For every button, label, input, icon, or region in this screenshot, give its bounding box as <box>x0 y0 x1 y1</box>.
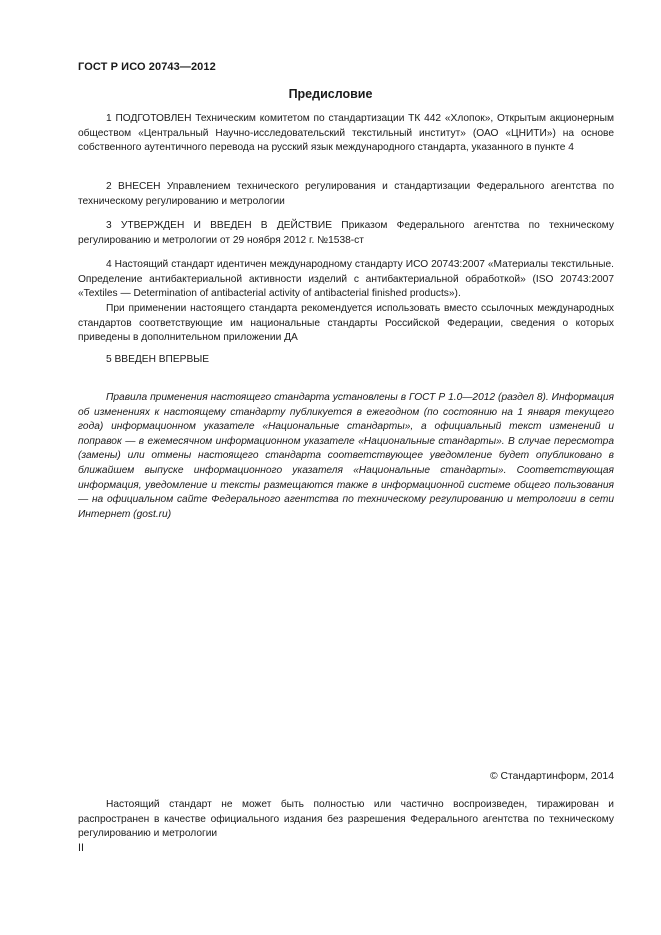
foreword-item-4-note <box>78 302 614 346</box>
reproduction-notice-text: Настоящий стандарт не может быть полностью или частично воспроизведен, тиражирован и распространен в качестве официального издания без разрешения Федерального агентства по техническому регулированию и метрологии <box>78 799 614 840</box>
reproduction-notice <box>78 798 614 842</box>
foreword-item-1-text: 1 ПОДГОТОВЛЕН Техническим комитетом по стандартизации ТК 442 «Хлопок», Открытым акционерным обществом «Центральный Научно-исследовательский текстильный институт» (ОАО «ЦНИТИ») на основе собственного аутентичного перевода на русский язык международного стандарта, указанного в пункте 4 <box>78 113 614 154</box>
foreword-item-5 <box>78 353 614 368</box>
foreword-item-3 <box>78 219 614 248</box>
foreword-item-4-text: 4 Настоящий стандарт идентичен международному стандарту ИСО 20743:2007 «Материалы текстильные. Определение антибактериальной активности изделий с антибактериальной обработкой» (ISO 20743:2007 «Textiles — Determination of antibacterial activity of antibacterial finished products»). <box>78 259 614 300</box>
page-number: II <box>78 842 84 854</box>
foreword-item-5-text: 5 ВВЕДЕН ВПЕРВЫЕ <box>106 354 210 365</box>
document-code: ГОСТ Р ИСО 20743—2012 <box>78 61 216 73</box>
rules-note <box>78 391 614 522</box>
foreword-item-3-text: 3 УТВЕРЖДЕН И ВВЕДЕН В ДЕЙСТВИЕ Приказом Федерального агентства по техническому регулированию и метрологии от 29 ноября 2012 г. №1538-ст <box>78 220 614 246</box>
foreword-item-4 <box>78 258 614 302</box>
foreword-item-1 <box>78 112 614 156</box>
foreword-item-4-note-text: При применении настоящего стандарта рекомендуется использовать вместо ссылочных международных стандартов соответствующие им национальные стандарты Российской Федерации, сведения о которых приведены в дополнительном приложении ДА <box>78 303 614 344</box>
foreword-item-2-text: 2 ВНЕСЕН Управлением технического регулирования и стандартизации Федерального агентства по техническому регулированию и метрологии <box>78 181 614 207</box>
foreword-item-2 <box>78 180 614 209</box>
page-title: Предисловие <box>288 87 373 101</box>
rules-note-text: Правила применения настоящего стандарта установлены в ГОСТ Р 1.0—2012 (раздел 8). Информация об изменениях к настоящему стандарту публикуется в ежегодном (по состоянию на 1 января текущего года) информационном указателе «Национальные стандарты», а официальный текст изменений и поправок — в ежемесячном информационном указателе «Национальные стандарты». В случае пересмотра (замены) или отмены настоящего стандарта соответствующее уведомление будет опубликовано в ближайшем выпуске информационного указателя «Национальные стандарты». Соответствующая информация, уведомление и тексты размещаются также в информационной системе общего пользования — на официальном сайте Федерального агентства по техническому регулированию и метрологии в сети Интернет (gost.ru) <box>78 392 614 520</box>
copyright: © Стандартинформ, 2014 <box>489 771 614 782</box>
